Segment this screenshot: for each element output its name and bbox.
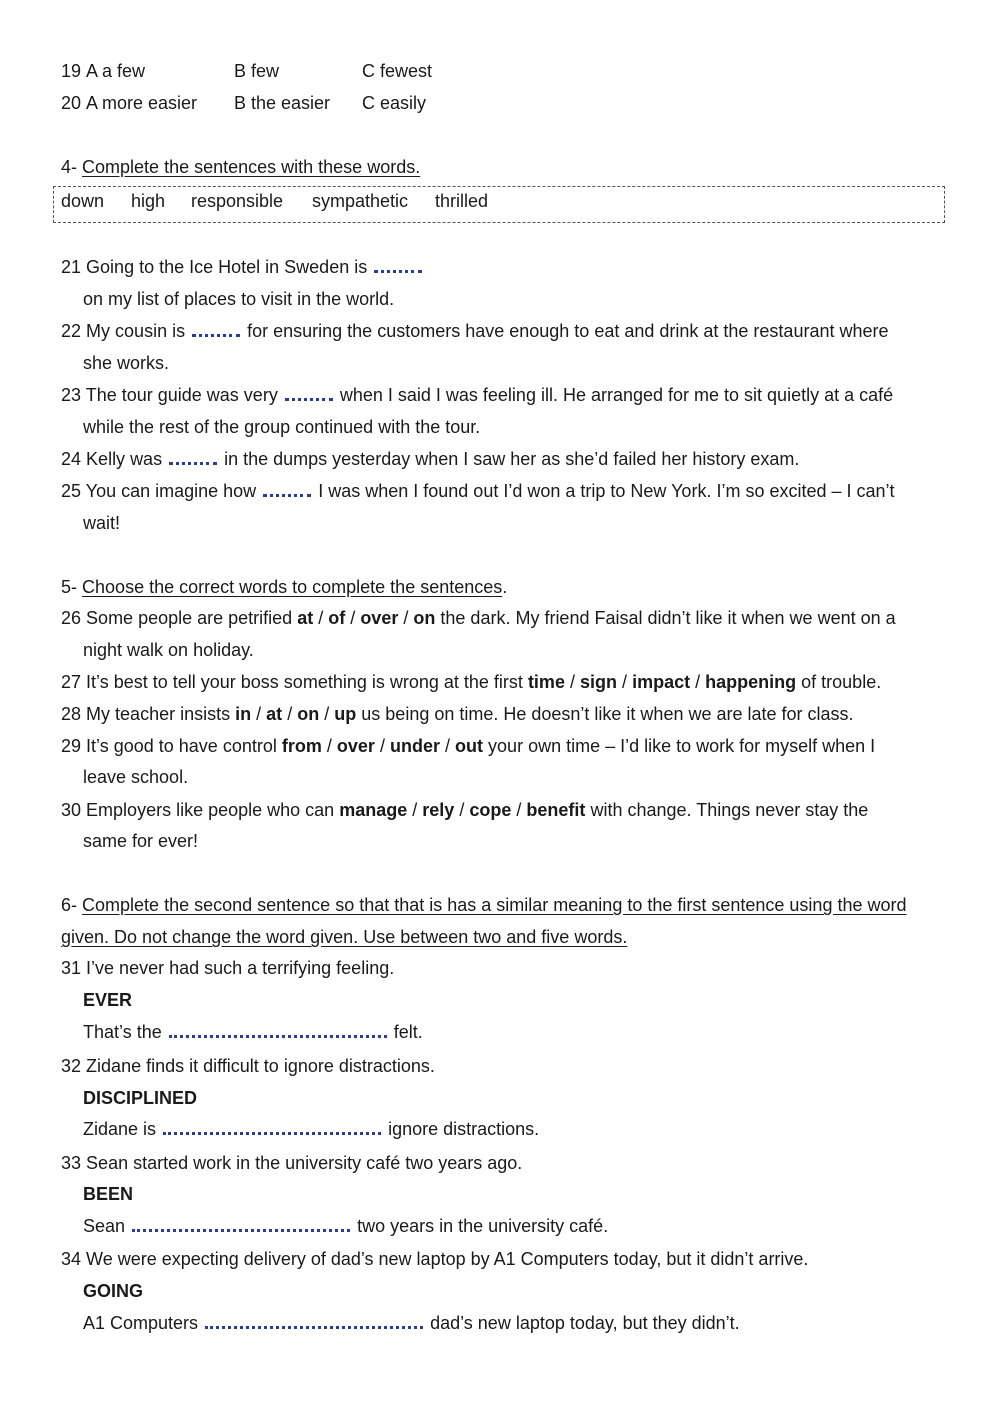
q30-number: 30 [61,800,82,820]
q27-option-1[interactable]: time [527,672,565,692]
q30-option-2[interactable]: rely [422,800,455,820]
q27-option-4[interactable]: happening [705,672,797,692]
q21-blank[interactable] [374,256,422,273]
q28-option-2[interactable]: at [266,704,283,724]
section-6-title-line-1: Complete the second sentence so that that is has a similar meaning to the first sentence using the word [82,895,907,915]
q32-prompt-end: ignore distractions. [388,1119,540,1139]
q31-answer-line [83,1021,423,1043]
q22-continuation: she works. [83,353,170,373]
q19-row [61,60,81,82]
q24-blank[interactable] [169,448,217,465]
separator: / [412,800,418,820]
q21-number: 21 [61,257,82,277]
q28-line [61,703,854,725]
q20-option-a[interactable]: A more easier [86,93,198,113]
q20-option-c[interactable]: C easily [362,93,427,113]
q28-option-1[interactable]: in [235,704,252,724]
q29-option-2[interactable]: over [336,736,375,756]
q33-blank[interactable] [132,1215,350,1232]
q27-text-after: of trouble. [801,672,882,692]
q32-number: 32 [61,1056,82,1076]
q31-text: I’ve never had such a terrifying feeling. [86,958,395,978]
word-sympathetic: sympathetic [312,191,409,211]
q34-text: We were expecting delivery of dad’s new laptop by A1 Computers today, but it didn’t arrive. [86,1249,809,1269]
separator: / [445,736,451,756]
q29-number: 29 [61,736,82,756]
q34-key-word [83,1280,143,1302]
q29-text-after: your own time – I’d like to work for myself when I [488,736,876,756]
q19-option-c[interactable]: C fewest [362,61,433,81]
q26-continuation: night walk on holiday. [83,640,254,660]
q27-option-2[interactable]: sign [580,672,618,692]
word-box [53,186,945,223]
separator: / [622,672,628,692]
q20-row [61,92,81,114]
q27-line [61,671,881,693]
q29-line [61,735,875,757]
q24-number: 24 [61,449,82,469]
q26-option-2[interactable]: of [328,608,346,628]
q31-sentence [61,957,394,979]
q32-answer-line [83,1118,539,1140]
section-4-title: Complete the sentences with these words. [82,157,421,177]
q28-option-4[interactable]: up [334,704,357,724]
q27-number: 27 [61,672,82,692]
q31-number: 31 [61,958,82,978]
q32-sentence [61,1055,435,1077]
q33-key-word [83,1183,133,1205]
q34-answer-line [83,1312,740,1334]
word-high: high [131,191,166,211]
section-4-number: 4- [61,157,78,177]
q25-blank[interactable] [263,480,311,497]
q22-line [61,320,889,342]
q25-line [61,480,895,502]
q33-prompt: Sean [83,1216,126,1236]
section-5-title: Choose the correct words to complete the sentences [82,577,503,597]
q25-number: 25 [61,481,82,501]
q29-option-1[interactable]: from [281,736,322,756]
q33-key-word-text: BEEN [83,1184,134,1204]
q21-text: Going to the Ice Hotel in Sweden is [86,257,368,277]
q29-text: It’s good to have control [86,736,277,756]
q24-line [61,448,799,470]
q29-option-4[interactable]: out [455,736,484,756]
separator: / [287,704,293,724]
q33-prompt-end: two years in the university café. [357,1216,609,1236]
section-6-number: 6- [61,895,78,915]
separator: / [459,800,465,820]
q28-text: My teacher insists [86,704,231,724]
q21-continuation: on my list of places to visit in the world. [83,289,395,309]
q32-key-word [83,1087,197,1109]
q22-text-after: for ensuring the customers have enough to eat and drink at the restaurant where [247,321,889,341]
q30-option-1[interactable]: manage [339,800,408,820]
separator: / [379,736,385,756]
q25-continuation: wait! [83,513,121,533]
separator: / [324,704,330,724]
q19-number: 19 [61,61,82,81]
q23-number: 23 [61,385,82,405]
q33-number: 33 [61,1153,82,1173]
q28-text-after: us being on time. He doesn’t like it when we are late for class. [361,704,854,724]
q26-option-1[interactable]: at [297,608,314,628]
q26-option-4[interactable]: on [413,608,436,628]
q30-text-after: with change. Things never stay the [590,800,869,820]
q25-text-after: I was when I found out I’d won a trip to New York. I’m so excited – I can’t [318,481,895,501]
q32-prompt: Zidane is [83,1119,157,1139]
section-6-title-line-2: given. Do not change the word given. Use between two and five words. [61,927,628,947]
q32-text: Zidane finds it difficult to ignore distractions. [86,1056,435,1076]
q23-text-after: when I said I was feeling ill. He arranged for me to sit quietly at a café [339,385,894,405]
q33-sentence [61,1152,522,1174]
q32-key-word-text: DISCIPLINED [83,1088,198,1108]
word-responsible: responsible [191,191,284,211]
q30-option-4[interactable]: benefit [526,800,586,820]
separator: / [318,608,324,628]
q34-blank[interactable] [205,1312,423,1329]
q31-blank[interactable] [169,1021,387,1038]
q23-continuation: while the rest of the group continued with the tour. [83,417,481,437]
q24-text-after: in the dumps yesterday when I saw her as she’d failed her history exam. [224,449,800,469]
q25-text: You can imagine how [85,481,257,501]
word-down: down [61,191,105,211]
q19-option-a[interactable]: A a few [86,61,146,81]
q22-blank[interactable] [192,320,240,337]
separator: / [403,608,409,628]
q22-text: My cousin is [86,321,186,341]
q33-text: Sean started work in the university café two years ago. [86,1153,523,1173]
q31-prompt: That’s the [83,1022,162,1042]
q26-option-3[interactable]: over [360,608,399,628]
q34-prompt: A1 Computers [83,1313,199,1333]
q26-number: 26 [61,608,82,628]
separator: / [326,736,332,756]
q19-option-b[interactable]: B few [234,61,280,81]
q31-key-word [83,989,132,1011]
section-5-number: 5- [61,577,78,597]
separator: / [256,704,262,724]
q34-sentence [61,1248,808,1270]
q32-blank[interactable] [163,1118,381,1135]
word-thrilled: thrilled [435,191,489,211]
q24-text: Kelly was [86,449,163,469]
q29-option-3[interactable]: under [389,736,440,756]
q23-text: The tour guide was very [85,385,278,405]
q20-option-b[interactable]: B the easier [234,93,331,113]
q30-option-3[interactable]: cope [469,800,512,820]
q23-blank[interactable] [285,384,333,401]
section-4-heading [61,156,420,178]
q28-option-3[interactable]: on [297,704,320,724]
q34-prompt-end: dad’s new laptop today, but they didn’t. [430,1313,740,1333]
q21-line [61,256,424,278]
separator: / [569,672,575,692]
separator: / [350,608,356,628]
q26-text: Some people are petrified [86,608,293,628]
q34-key-word-text: GOING [83,1281,144,1301]
q34-number: 34 [61,1249,82,1269]
q33-answer-line [83,1215,608,1237]
q28-number: 28 [61,704,82,724]
separator: / [516,800,522,820]
q23-line [61,384,893,406]
section-6-heading [61,894,907,916]
section-5-period: . [502,577,508,597]
q31-prompt-end: felt. [393,1022,423,1042]
q31-key-word-text: EVER [83,990,133,1010]
q27-option-3[interactable]: impact [632,672,691,692]
separator: / [695,672,701,692]
q27-text: It’s best to tell your boss something is wrong at the first [86,672,523,692]
q29-continuation: leave school. [83,767,189,787]
q30-continuation: same for ever! [83,831,199,851]
q20-number: 20 [61,93,82,113]
section-5-heading [61,576,507,598]
q26-text-after: the dark. My friend Faisal didn’t like it when we went on a [440,608,896,628]
q26-line [61,607,896,629]
q30-line [61,799,868,821]
q22-number: 22 [61,321,82,341]
q30-text: Employers like people who can [86,800,335,820]
